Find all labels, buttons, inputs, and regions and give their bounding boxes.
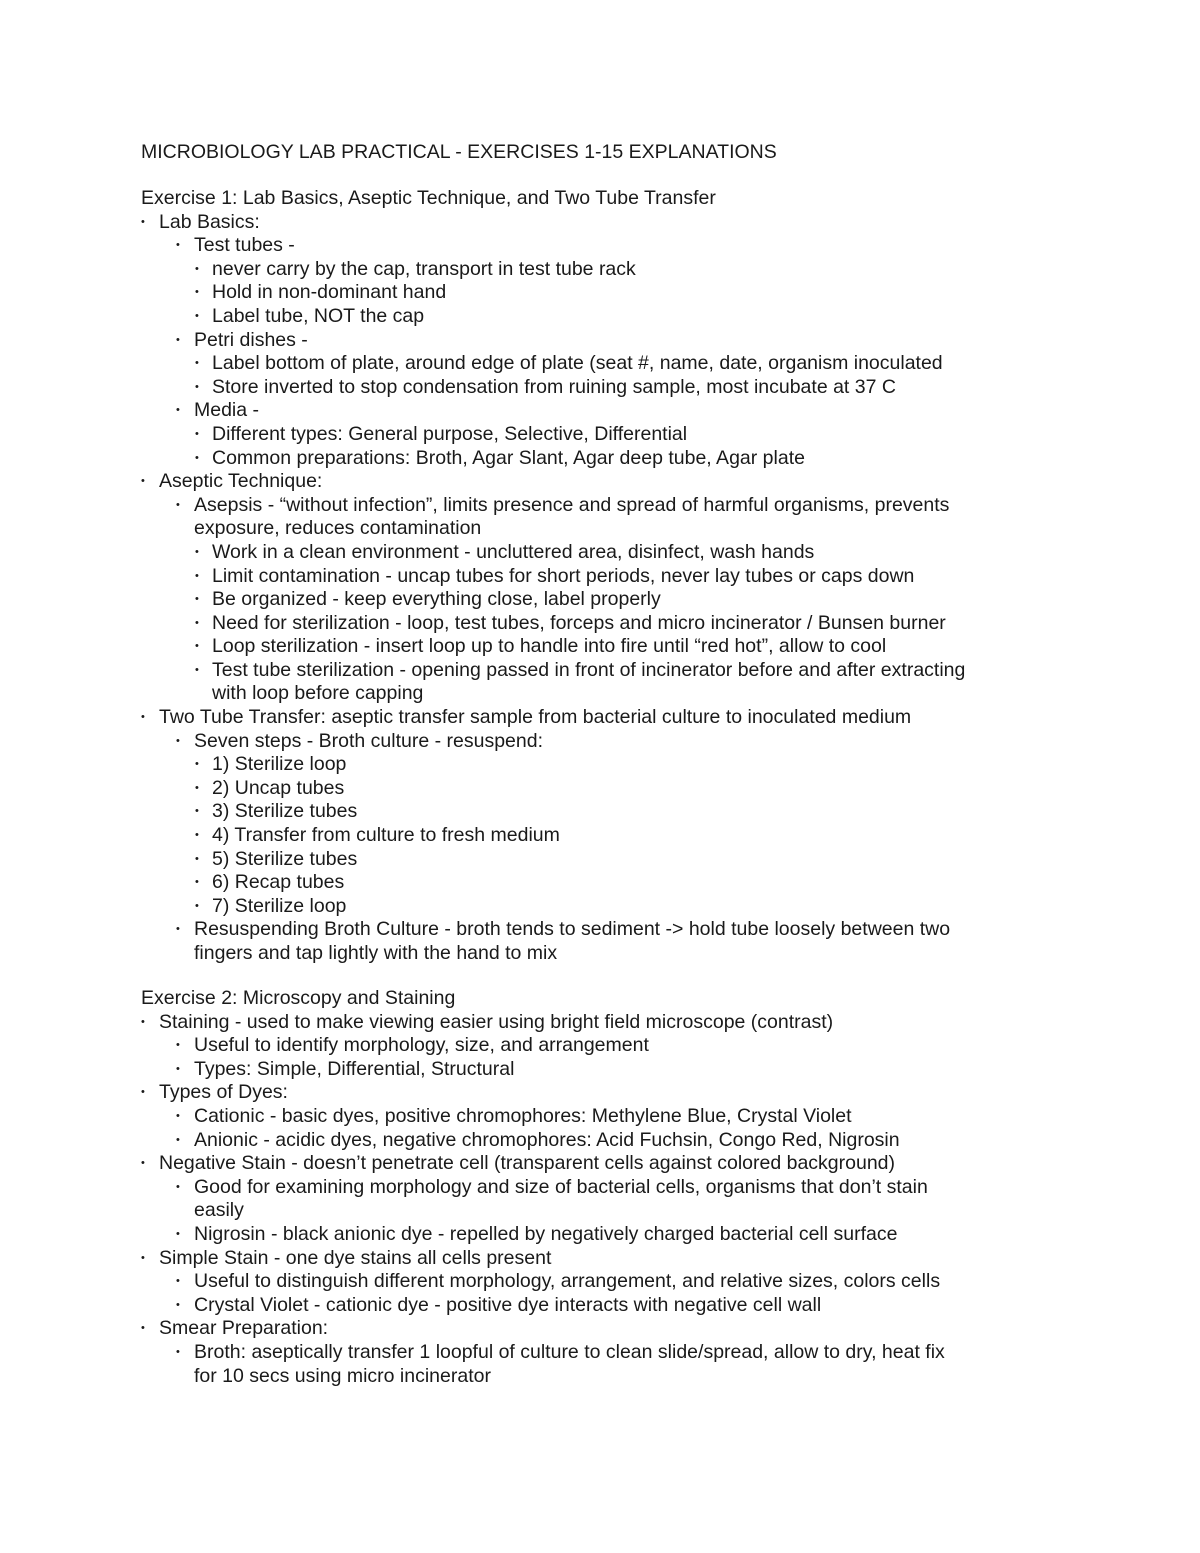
bullet-icon: • <box>195 758 199 771</box>
list-item-level-1 <box>0 1247 1200 1271</box>
list-item-level-3 <box>0 635 1200 659</box>
list-item-level-3 <box>0 895 1200 919</box>
list-item-level-1 <box>0 1011 1200 1035</box>
list-item-continuation <box>0 1365 1200 1389</box>
list-item-text: 5) Sterilize tubes <box>212 847 358 870</box>
list-item-text: Staining - used to make viewing easier using bright field microscope (contrast) <box>159 1010 834 1033</box>
list-item-level-2 <box>0 1034 1200 1058</box>
list-item-level-3 <box>0 423 1200 447</box>
list-item-continuation <box>0 942 1200 966</box>
list-item-text: with loop before capping <box>212 682 424 705</box>
list-item-level-3 <box>0 777 1200 801</box>
list-item-text: Test tube sterilization - opening passed in front of incinerator before and after extracting <box>212 658 966 681</box>
bullet-icon: • <box>195 829 199 842</box>
bullet-icon: • <box>195 545 199 558</box>
list-item-level-1 <box>0 1081 1200 1105</box>
list-item-level-3 <box>0 305 1200 329</box>
list-item-text: 3) Sterilize tubes <box>212 800 358 823</box>
list-item-text: 7) Sterilize loop <box>212 894 347 917</box>
bullet-icon: • <box>195 427 199 440</box>
list-item-text: Types of Dyes: <box>159 1081 288 1104</box>
bullet-icon: • <box>176 1109 180 1122</box>
list-item-level-3 <box>0 848 1200 872</box>
list-item-text: Be organized - keep everything close, label properly <box>212 588 661 611</box>
bullet-icon: • <box>195 380 199 393</box>
list-item-level-3 <box>0 659 1200 683</box>
list-item-level-2 <box>0 399 1200 423</box>
list-item-text: 4) Transfer from culture to fresh medium <box>212 824 560 847</box>
list-item-level-2 <box>0 1294 1200 1318</box>
list-item-text: Hold in non-dominant hand <box>212 281 447 304</box>
bullet-icon: • <box>195 616 199 629</box>
list-item-level-2 <box>0 918 1200 942</box>
document-title: MICROBIOLOGY LAB PRACTICAL - EXERCISES 1-15 EXPLANATIONS <box>141 141 777 163</box>
list-item-text: Aseptic Technique: <box>159 470 323 493</box>
list-item-text: Anionic - acidic dyes, negative chromophores: Acid Fuchsin, Congo Red, Nigrosin <box>194 1128 900 1151</box>
list-item-level-3 <box>0 352 1200 376</box>
bullet-icon: • <box>141 1157 145 1170</box>
bullet-icon: • <box>141 1015 145 1028</box>
list-item-text: Lab Basics: <box>159 210 260 233</box>
bullet-icon: • <box>176 1298 180 1311</box>
list-item-text: 1) Sterilize loop <box>212 753 347 776</box>
bullet-icon: • <box>195 805 199 818</box>
list-item-level-2 <box>0 1105 1200 1129</box>
section-heading: Exercise 2: Microscopy and Staining <box>141 987 456 1009</box>
exercise-2-section <box>0 987 1200 1388</box>
bullet-icon: • <box>141 215 145 228</box>
list-item-text: never carry by the cap, transport in test tube rack <box>212 257 636 280</box>
bullet-icon: • <box>195 899 199 912</box>
bullet-icon: • <box>141 475 145 488</box>
list-item-text: Smear Preparation: <box>159 1317 329 1340</box>
list-item-level-3 <box>0 753 1200 777</box>
bullet-icon: • <box>195 309 199 322</box>
list-item-text: Good for examining morphology and size of bacterial cells, organisms that don’t stain <box>194 1175 928 1198</box>
bullet-icon: • <box>195 357 199 370</box>
list-item-text: Test tubes - <box>194 234 295 257</box>
list-item-level-2 <box>0 730 1200 754</box>
list-item-text: for 10 secs using micro incinerator <box>194 1364 491 1387</box>
list-item-level-3 <box>0 447 1200 471</box>
list-item-text: Seven steps - Broth culture - resuspend: <box>194 729 544 752</box>
bullet-icon: • <box>195 593 199 606</box>
bullet-icon: • <box>176 1227 180 1240</box>
list-item-text: Two Tube Transfer: aseptic transfer sample from bacterial culture to inoculated medium <box>159 706 912 729</box>
list-item-text: Common preparations: Broth, Agar Slant, Agar deep tube, Agar plate <box>212 446 805 469</box>
list-item-text: 2) Uncap tubes <box>212 776 345 799</box>
list-item-level-3 <box>0 565 1200 589</box>
list-item-continuation <box>0 682 1200 706</box>
list-item-continuation <box>0 1199 1200 1223</box>
list-item-level-2 <box>0 329 1200 353</box>
section-heading: Exercise 1: Lab Basics, Aseptic Technique, and Two Tube Transfer <box>141 187 716 209</box>
list-item-text: Label bottom of plate, around edge of plate (seat #, name, date, organism inoculated <box>212 352 943 375</box>
list-item-text: Asepsis - “without infection”, limits presence and spread of harmful organisms, prevents <box>194 493 950 516</box>
list-item-text: Useful to identify morphology, size, and arrangement <box>194 1034 649 1057</box>
bullet-icon: • <box>176 333 180 346</box>
list-item-level-2 <box>0 1341 1200 1365</box>
list-item-level-2 <box>0 1058 1200 1082</box>
list-item-level-2 <box>0 494 1200 518</box>
list-item-level-2 <box>0 1223 1200 1247</box>
bullet-icon: • <box>176 734 180 747</box>
bullet-icon: • <box>195 876 199 889</box>
list-item-text: Negative Stain - doesn’t penetrate cell (transparent cells against colored background) <box>159 1152 896 1175</box>
bullet-icon: • <box>195 852 199 865</box>
list-item-text: Label tube, NOT the cap <box>212 304 425 327</box>
list-item-level-2 <box>0 1176 1200 1200</box>
list-item-level-1 <box>0 470 1200 494</box>
list-item-text: Useful to distinguish different morphology, arrangement, and relative sizes, colors cells <box>194 1270 941 1293</box>
list-item-text: Different types: General purpose, Selective, Differential <box>212 422 688 445</box>
list-item-level-1 <box>0 1152 1200 1176</box>
list-item-text: exposure, reduces contamination <box>194 517 482 540</box>
bullet-icon: • <box>176 1345 180 1358</box>
bullet-icon: • <box>141 1251 145 1264</box>
list-item-text: Simple Stain - one dye stains all cells present <box>159 1246 552 1269</box>
list-item-text: Crystal Violet - cationic dye - positive dye interacts with negative cell wall <box>194 1293 822 1316</box>
bullet-icon: • <box>176 1133 180 1146</box>
bullet-icon: • <box>176 923 180 936</box>
list-item-level-2 <box>0 234 1200 258</box>
list-item-level-3 <box>0 588 1200 612</box>
list-item-level-2 <box>0 1129 1200 1153</box>
bullet-icon: • <box>176 1062 180 1075</box>
list-item-level-3 <box>0 281 1200 305</box>
list-item-text: Need for sterilization - loop, test tubes, forceps and micro incinerator / Bunsen burner <box>212 611 946 634</box>
bullet-icon: • <box>176 1275 180 1288</box>
list-item-level-3 <box>0 376 1200 400</box>
list-item-text: Broth: aseptically transfer 1 loopful of culture to clean slide/spread, allow to dry, heat fix <box>194 1340 945 1363</box>
list-item-text: 6) Recap tubes <box>212 871 345 894</box>
bullet-icon: • <box>141 711 145 724</box>
list-item-level-3 <box>0 612 1200 636</box>
list-item-text: Media - <box>194 399 260 422</box>
bullet-icon: • <box>195 569 199 582</box>
list-item-text: fingers and tap lightly with the hand to mix <box>194 942 558 964</box>
exercise-1-section <box>0 187 1200 966</box>
list-item-continuation <box>0 517 1200 541</box>
list-item-level-1 <box>0 211 1200 235</box>
bullet-icon: • <box>141 1322 145 1335</box>
list-item-text: easily <box>194 1199 244 1222</box>
list-item-level-3 <box>0 800 1200 824</box>
list-item-text: Loop sterilization - insert loop up to handle into fire until “red hot”, allow to cool <box>212 635 887 658</box>
list-item-level-3 <box>0 541 1200 565</box>
list-item-text: Store inverted to stop condensation from ruining sample, most incubate at 37 C <box>212 375 896 398</box>
bullet-icon: • <box>195 286 199 299</box>
bullet-icon: • <box>176 239 180 252</box>
list-item-level-1 <box>0 706 1200 730</box>
list-item-text: Nigrosin - black anionic dye - repelled by negatively charged bacterial cell surface <box>194 1222 898 1245</box>
list-item-text: Resuspending Broth Culture - broth tends to sediment -> hold tube loosely between two <box>194 918 951 941</box>
bullet-icon: • <box>195 451 199 464</box>
bullet-icon: • <box>195 781 199 794</box>
bullet-icon: • <box>195 262 199 275</box>
list-item-text: Work in a clean environment - uncluttered area, disinfect, wash hands <box>212 540 815 563</box>
bullet-icon: • <box>176 404 180 417</box>
list-item-level-3 <box>0 871 1200 895</box>
list-item-text: Limit contamination - uncap tubes for short periods, never lay tubes or caps down <box>212 564 915 587</box>
list-item-text: Petri dishes - <box>194 328 308 351</box>
bullet-icon: • <box>141 1086 145 1099</box>
list-item-text: Types: Simple, Differential, Structural <box>194 1057 515 1080</box>
bullet-icon: • <box>176 1039 180 1052</box>
list-item-level-2 <box>0 1270 1200 1294</box>
list-item-text: Cationic - basic dyes, positive chromophores: Methylene Blue, Crystal Violet <box>194 1104 852 1127</box>
bullet-icon: • <box>176 1180 180 1193</box>
bullet-icon: • <box>195 640 199 653</box>
list-item-level-3 <box>0 824 1200 848</box>
bullet-icon: • <box>176 498 180 511</box>
list-item-level-1 <box>0 1317 1200 1341</box>
bullet-icon: • <box>195 663 199 676</box>
list-item-level-3 <box>0 258 1200 282</box>
